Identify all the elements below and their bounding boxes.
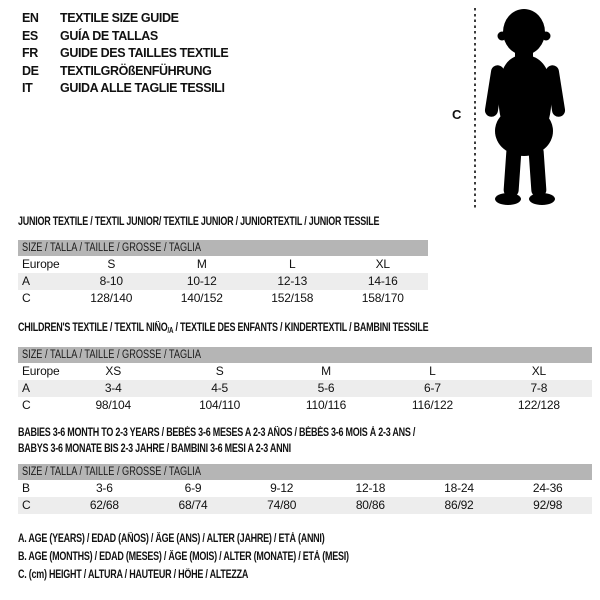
babies-section-title-text2: BABYS 3-6 MONATE BIS 2-3 JAHRE / BAMBINI 3-6 MESI A 2-3 ANNI (18, 443, 291, 455)
children-section-title (18, 321, 544, 338)
row-label: B (22, 481, 30, 495)
language-row-fr (22, 45, 228, 63)
legend-line-c (18, 566, 442, 584)
language-title: GUIDE DES TAILLES TEXTILE (60, 46, 229, 60)
language-row-de (22, 63, 228, 81)
language-code: FR (22, 46, 38, 60)
cell: XS (105, 364, 121, 378)
cell: 74/80 (267, 498, 297, 512)
cell: 128/140 (90, 291, 133, 305)
row-label: C (22, 498, 31, 512)
children-size-table (18, 347, 592, 414)
junior-size-table (18, 240, 428, 307)
legend-text: C. (cm) HEIGHT / ALTURA / HAUTEUR / HÖHE / ALTEZZA (18, 569, 249, 581)
title-part: / TEXTILE DES ENFANTS / KINDERTEXTIL / BAMBINI TESSILE (173, 322, 429, 334)
language-row-it (22, 80, 228, 98)
junior-section-title-text: JUNIOR TEXTILE / TEXTIL JUNIOR/ TEXTILE JUNIOR / JUNIORTEXTIL / JUNIOR TESSILE (18, 216, 380, 228)
cell: 110/116 (305, 398, 347, 412)
cell: S (215, 364, 224, 378)
table-row-europe (18, 363, 592, 380)
language-code: EN (22, 11, 39, 25)
table-row-age (18, 380, 592, 397)
cell: 14-16 (367, 274, 398, 288)
size-header-text: SIZE / TALLA / TAILLE / GRÖSSE / TAGLIA (22, 242, 201, 254)
language-title: GUÍA DE TALLAS (60, 28, 158, 43)
cell: 104/110 (199, 398, 241, 412)
legend-text: A. AGE (YEARS) / EDAD (AÑOS) / ÂGE (ANS) / ALTER (JAHRE) / ETÀ (ANNI) (18, 533, 325, 545)
table-row-age (18, 273, 428, 290)
size-header-bar (18, 347, 592, 363)
cell: 122/128 (517, 398, 560, 412)
cell: 98/104 (95, 398, 131, 412)
language-code: ES (22, 28, 38, 43)
cell: 140/152 (180, 291, 223, 305)
cell: 116/122 (411, 398, 453, 412)
row-label: C (22, 291, 31, 305)
cell: 6-9 (184, 481, 202, 495)
table-row-height (18, 397, 592, 414)
cell: 86/92 (444, 498, 474, 512)
title-part: CHILDREN'S TEXTILE / TEXTIL NIÑO (18, 322, 168, 334)
cell: M (321, 364, 331, 378)
size-header-bar (18, 464, 592, 480)
row-label: A (22, 381, 30, 395)
height-measure-dashed-line (474, 8, 476, 210)
toddler-silhouette-icon (479, 7, 571, 209)
babies-section-title-text1: BABIES 3-6 MONTH TO 2-3 YEARS / BEBÉS 3-6 MESES A 2-3 AÑOS / BÉBÉS 3-6 MOIS À 2-3 ANS / (18, 427, 416, 439)
cell: 6-7 (424, 381, 441, 395)
legend-text: B. AGE (MONTHS) / EDAD (MESES) / ÂGE (MOIS) / ALTER (MONATE) / ETÀ (MESI) (18, 551, 349, 563)
children-section-title-text (18, 321, 428, 338)
language-row-en (22, 10, 228, 28)
junior-section-title (18, 215, 481, 229)
cell: 68/74 (178, 498, 208, 512)
measurement-legend (18, 530, 442, 584)
cell: 8-10 (99, 274, 123, 288)
cell: 12-18 (355, 481, 386, 495)
cell: 9-12 (270, 481, 294, 495)
language-title: TEXTILE SIZE GUIDE (60, 11, 179, 25)
cell: 3-6 (95, 481, 113, 495)
cell: 92/98 (533, 498, 563, 512)
size-header-text: SIZE / TALLA / TAILLE / GRÖSSE / TAGLIA (22, 466, 201, 478)
cell: XL (375, 257, 390, 271)
cell: 3-4 (104, 381, 122, 395)
language-title-list (22, 10, 228, 98)
cell: XL (531, 364, 546, 378)
cell: 5-6 (317, 381, 335, 395)
size-header-text: SIZE / TALLA / TAILLE / GRÖSSE / TAGLIA (22, 349, 201, 361)
row-label: C (22, 398, 31, 412)
row-label: A (22, 274, 30, 288)
table-row-height (18, 497, 592, 514)
cell: 24-36 (532, 481, 563, 495)
language-row-es (22, 28, 228, 46)
cell: M (196, 257, 207, 271)
table-row-height (18, 290, 428, 307)
cell: 4-5 (211, 381, 228, 395)
cell: L (429, 364, 436, 378)
cell: 80/86 (355, 498, 385, 512)
table-row-months (18, 480, 592, 497)
size-header-bar (18, 240, 428, 256)
language-code: DE (22, 63, 39, 78)
legend-line-b (18, 548, 442, 566)
babies-section-title-line2 (18, 442, 368, 456)
cell: 10-12 (186, 274, 217, 288)
cell: L (289, 257, 296, 271)
row-label: Europe (22, 364, 60, 378)
cell: 158/170 (361, 291, 404, 305)
cell: 12-13 (277, 274, 308, 288)
legend-line-a (18, 530, 442, 548)
title-subscript: /A (167, 326, 174, 335)
cell: 152/158 (271, 291, 314, 305)
cell: S (107, 257, 116, 271)
babies-size-table (18, 464, 592, 514)
row-label: Europe (22, 257, 60, 271)
cell: 7-8 (530, 381, 548, 395)
language-title: TEXTILGRÖßENFÜHRUNG (60, 63, 212, 78)
language-code: IT (22, 81, 33, 95)
table-row-europe (18, 256, 428, 273)
language-title: GUIDA ALLE TAGLIE TESSILI (60, 81, 225, 95)
height-measure-label: C (452, 107, 462, 122)
babies-section-title-line1 (18, 426, 527, 440)
cell: 62/68 (89, 498, 119, 512)
cell: 18-24 (444, 481, 474, 495)
